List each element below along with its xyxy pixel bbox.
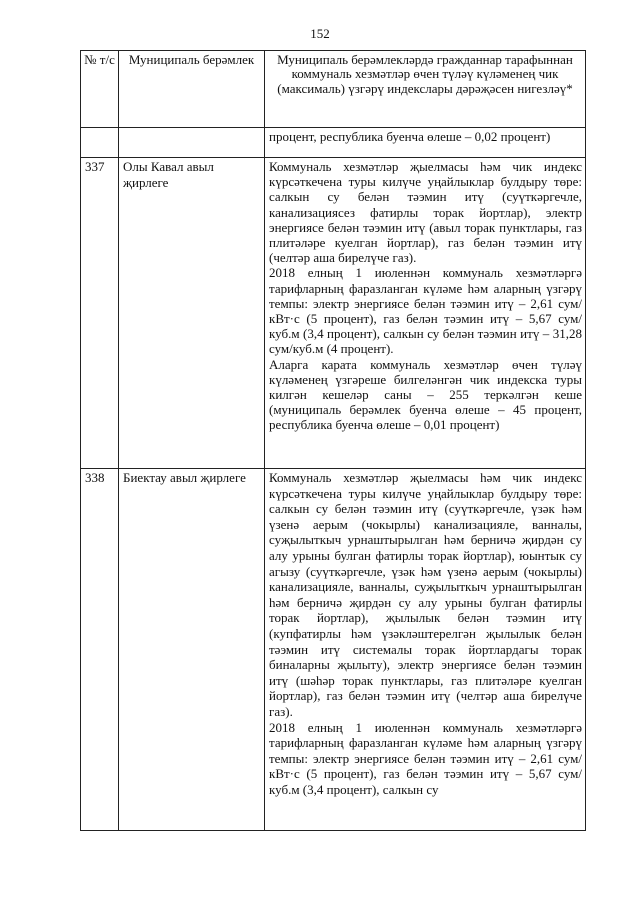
table-row (81, 158, 586, 469)
row-municipality: Биектау авыл җирлеге (119, 469, 265, 831)
paragraph: Коммуналь хезмәтләр җыелмасы һәм чик индекс күрсәткечена туры килүче уңайлыклар булдыру төре: салкын су белән тәэмин итү (суүткәргечле, үзәк һәм үзенә аерым (чокырлы) канализацияле, ванналы, суҗылыткыч урнаштырылган һәм берничә җирдән су алу урыны булган фатирлы торак йортлар), юынтык су агызу (суүткәргечле, үзәк һәм үзенә аерым (чокырлы) канализацияле, ванналы, суҗылыткыч урнаштырылган һәм берничә җирдән су алу урыны булган фатирлы торак йортлар), җылылык белән тәэмин итү (купфатирлы һәм үзәкләштерелгән җылылык белән тәэмин итү системалы торак йортлардагы торак биналарны җылыту), электр энергиясе белән тәэмин итү (шәһәр торак пунктлары, газ плитәләре куелган йортлар), газ белән тәэмин итү (челтәр аша бирелүче газ). (269, 470, 582, 719)
continuation-row (81, 128, 586, 158)
row-text (265, 158, 586, 469)
row-text (265, 128, 586, 158)
paragraph: 2018 елның 1 июленнән коммуналь хезмәтләргә тарифларның фаразланган күләме һәм аларның үзгәрү темпы: электр энергиясе белән тәэмин итү – 2,61 сум/кВт·с (5 процент), газ белән тәэмин итү – 5,67 сум/куб.м (3,4 процент), салкын су (269, 719, 582, 797)
table-row (81, 469, 586, 831)
page-number: 152 (310, 26, 330, 41)
row-text (265, 469, 586, 831)
header-row (81, 51, 586, 128)
row-municipality (119, 128, 265, 158)
paragraph: Коммуналь хезмәтләр җыелмасы һәм чик индекс күрсәткечена туры килүче уңайлыклар булдыру төре: салкын су белән тәэмин итү (суүткәргечле, канализациясез фатирлы торак йортлар), электр энергиясе белән тәэмин итү (авыл торак пунктлары, газ плитәләре куелган йортлар), газ белән тәэмин итү (челтәр аша бирелүче газ). (269, 159, 582, 266)
row-municipality: Олы Кавал авыл җирлеге (119, 158, 265, 469)
paragraph: 2018 елның 1 июленнән коммуналь хезмәтләргә тарифларның фаразланган күләме һәм аларның үзгәрү темпы: электр энергиясе белән тәэмин итү – 2,61 сум/кВт·с (5 процент), газ белән тәэмин итү – 5,67 сум/куб.м (3,4 процент), салкын су белән тәэмин итү – 31,28 сум/куб.м (4 процент). (269, 265, 582, 357)
tariff-table (80, 50, 586, 831)
header-num: № т/с (81, 51, 119, 128)
paragraph: процент, республика буенча өлеше – 0,02 процент) (269, 129, 551, 144)
row-num (81, 128, 119, 158)
row-num: 338 (81, 469, 119, 831)
row-num: 337 (81, 158, 119, 469)
paragraph: Аларга карата коммуналь хезмәтләр өчен түләү күләменең үзгәреше билгеләнгән чик индекска туры килгән кешеләр саны – 255 теркәлгән кеше (муниципаль берәмлек буенча өлеше – 45 процент, республика буенча өлеше – 0,01 процент) (269, 356, 582, 433)
header-municipality: Муниципаль берәмлек (119, 51, 265, 128)
header-description: Муниципаль берәмлекләрдә гражданнар тарафыннан коммуналь хезмәтләр өчен түләү күләменең чик (максималь) үзгәрү индекслары дәрәҗәсен нигезләү* (265, 51, 586, 128)
